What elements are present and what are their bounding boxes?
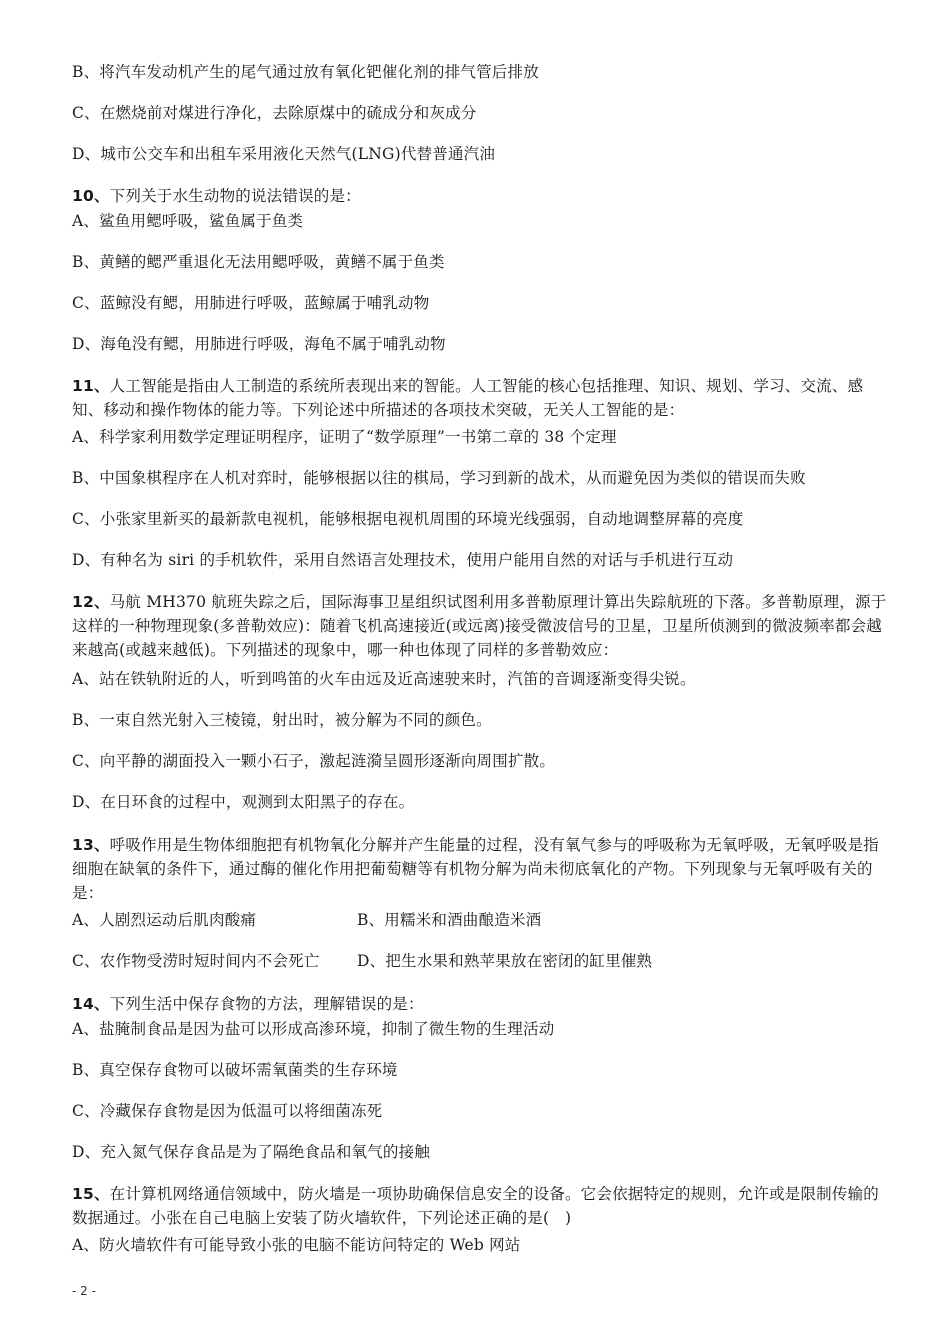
q11-text: 人工智能是指由人工制造的系统所表现出来的智能。人工智能的核心包括推理、知识、规划、学习、交流、感知、移动和操作物体的能力等。下列论述中所描述的各项技术突破，无关人工智能的是： [72,377,864,419]
q12-stem [72,590,890,662]
q13-number: 13、 [72,836,110,854]
q10-option-a: A、鲨鱼用鳃呼吸，鲨鱼属于鱼类 [72,212,304,230]
q15-number: 15、 [72,1185,110,1203]
q15-text: 在计算机网络通信领域中，防火墙是一项协助确保信息安全的设备。它会依据特定的规则，允许或是限制传输的数据通过。小张在自己电脑上安装了防火墙软件，下列论述正确的是( ) [72,1185,879,1227]
q9-option-b: B、将汽车发动机产生的尾气通过放有氧化钯催化剂的排气管后排放 [72,63,539,81]
q13-text: 呼吸作用是生物体细胞把有机物氧化分解并产生能量的过程，没有氧气参与的呼吸称为无氧呼吸，无氧呼吸是指细胞在缺氧的条件下，通过酶的催化作用把葡萄糖等有机物分解为尚未彻底氧化的产物。下列现象与无氧呼吸有关的是： [72,836,879,902]
q10-option-c: C、蓝鲸没有鳃，用肺进行呼吸，蓝鲸属于哺乳动物 [72,294,430,312]
q12-option-b: B、一束自然光射入三棱镜，射出时，被分解为不同的颜色。 [72,711,492,729]
q14-number: 14、 [72,995,110,1013]
q14-stem [72,994,890,1014]
q14-text: 下列生活中保存食物的方法，理解错误的是： [109,995,424,1013]
q13-option-a: A、人剧烈运动后肌肉酸痛 [72,911,257,929]
q10-option-d: D、海龟没有鳃，用肺进行呼吸，海龟不属于哺乳动物 [72,335,446,353]
q11-stem [72,374,890,422]
page-number: - 2 - [72,1284,96,1298]
q13-option-d: D、把生水果和熟苹果放在密闭的缸里催熟 [357,952,653,970]
q13-stem [72,833,890,905]
q10-stem [72,186,890,206]
q12-number: 12、 [72,593,110,611]
q10-text: 下列关于水生动物的说法错误的是： [109,187,361,205]
q10-option-b: B、黄鳝的鳃严重退化无法用鳃呼吸，黄鳝不属于鱼类 [72,253,445,271]
q13-option-b: B、用糯米和酒曲酿造米酒 [357,911,542,929]
q11-option-c: C、小张家里新买的最新款电视机，能够根据电视机周围的环境光线强弱，自动地调整屏幕的亮度 [72,510,744,528]
q12-text: 马航 MH370 航班失踪之后，国际海事卫星组织试图利用多普勒原理计算出失踪航班的下落。多普勒原理，源于这样的一种物理现象(多普勒效应)：随着飞机高速接近(或远离)接受微波信号的卫星，卫星所侦测到的微波频率都会越来越高(或越来越低)。下列描述的现象中，哪一种也体现了同样的多普勒效应： [72,593,887,659]
q14-option-a: A、盐腌制食品是因为盐可以形成高渗环境，抑制了微生物的生理活动 [72,1020,555,1038]
q12-option-c: C、向平静的湖面投入一颗小石子，激起涟漪呈圆形逐渐向周围扩散。 [72,752,556,770]
q11-number: 11、 [72,377,110,395]
q14-option-d: D、充入氮气保存食品是为了隔绝食品和氧气的接触 [72,1143,431,1161]
q9-option-c: C、在燃烧前对煤进行净化，去除原煤中的硫成分和灰成分 [72,104,477,122]
q11-option-a: A、科学家利用数学定理证明程序，证明了“数学原理”一书第二章的 38 个定理 [72,428,617,446]
q10-number: 10、 [72,187,110,205]
q14-option-b: B、真空保存食物可以破坏需氧菌类的生存环境 [72,1061,398,1079]
q11-option-d: D、有种名为 siri 的手机软件，采用自然语言处理技术，使用户能用自然的对话与手机进行互动 [72,551,734,569]
q9-option-d: D、城市公交车和出租车采用液化天然气(LNG)代替普通汽油 [72,145,496,163]
q13-option-c: C、农作物受涝时短时间内不会死亡 [72,952,320,970]
q12-option-d: D、在日环食的过程中，观测到太阳黑子的存在。 [72,793,415,811]
q15-option-a: A、防火墙软件有可能导致小张的电脑不能访问特定的 Web 网站 [72,1236,521,1254]
q15-stem [72,1182,890,1230]
q14-option-c: C、冷藏保存食物是因为低温可以将细菌冻死 [72,1102,383,1120]
q12-option-a: A、站在铁轨附近的人，听到鸣笛的火车由远及近高速驶来时，汽笛的音调逐渐变得尖锐。 [72,670,696,688]
q13-options-row-2 [72,951,890,971]
q11-option-b: B、中国象棋程序在人机对弈时，能够根据以往的棋局，学习到新的战术，从而避免因为类似的错误而失败 [72,469,806,487]
q13-options-row-1 [72,910,890,930]
